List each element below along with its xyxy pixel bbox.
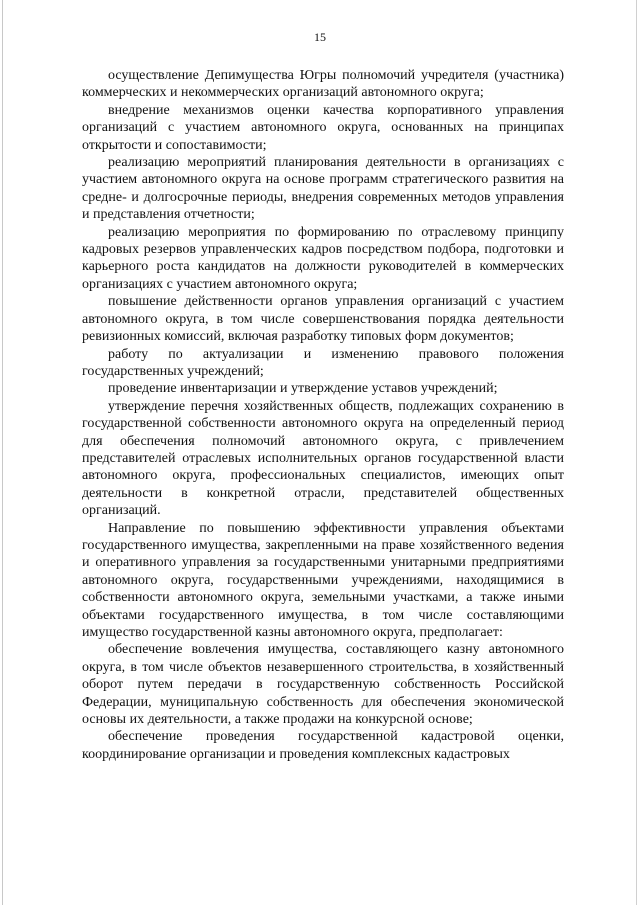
paragraph: обеспечение проведения государственной кадастровой оценки, координирование организации и проведения комплексных кадастровых [82,729,564,762]
document-body [82,67,564,763]
page-number: 15 [314,30,326,44]
paragraph: реализацию мероприятий планирования деятельности в организациях с участием автономного округа на основе программ стратегического развития на средне- и долгосрочные периоды, внедрения современных методов управления и представления отчетности; [82,155,564,223]
page-edge-right [636,0,637,905]
paragraph: осуществление Депимущества Югры полномочий учредителя (участника) коммерческих и некоммерческих организаций автономного округа; [82,68,564,101]
paragraph: реализацию мероприятия по формированию по отраслевому принципу кадровых резервов управленческих кадров посредством подбора, подготовки и карьерного роста кандидатов на должности руководителей в коммерческих организациях с участием автономного округа; [82,224,564,292]
paragraph: внедрение механизмов оценки качества корпоративного управления организаций с участием автономного округа, основанных на принципах открытости и сопоставимости; [82,102,564,153]
paragraph: повышение действенности органов управления организаций с участием автономного округа, в том числе совершенствования порядка деятельности ревизионных комиссий, включая разработку типовых форм документов; [82,294,564,345]
paragraph: работу по актуализации и изменению правового положения государственных учреждений; [82,346,564,379]
paragraph: утверждение перечня хозяйственных обществ, подлежащих сохранению в государственной собственности автономного округа на определенный период для обеспечения полномочий автономного округа, с привлечением представителей отраслевых исполнительных органов государственной власти автономного округа, профессиональных специалистов, имеющих опыт деятельности в конкретной отрасли, представителей общественных организаций. [82,398,564,519]
paragraph: обеспечение вовлечения имущества, составляющего казну автономного округа, в том числе объектов незавершенного строительства, в хозяйственный оборот путем передачи в государственную собственность Российской Федерации, муниципальную собственность для обеспечения экономической основы их деятельности, а также продажи на конкурсной основе; [82,642,564,728]
paragraph: проведение инвентаризации и утверждение уставов учреждений; [108,381,498,397]
paragraph: Направление по повышению эффективности управления объектами государственного имущества, закрепленными на праве хозяйственного ведения и оперативного управления за государственными унитарными предприятиями автономного округа, государственными учреждениями, находящимися в собственности автономного округа, земельными участками, а также иными объектами государственного имущества, в том числе составляющими имущество государственной казны автономного округа, предполагает: [82,520,564,640]
page-edge-left [2,0,3,905]
